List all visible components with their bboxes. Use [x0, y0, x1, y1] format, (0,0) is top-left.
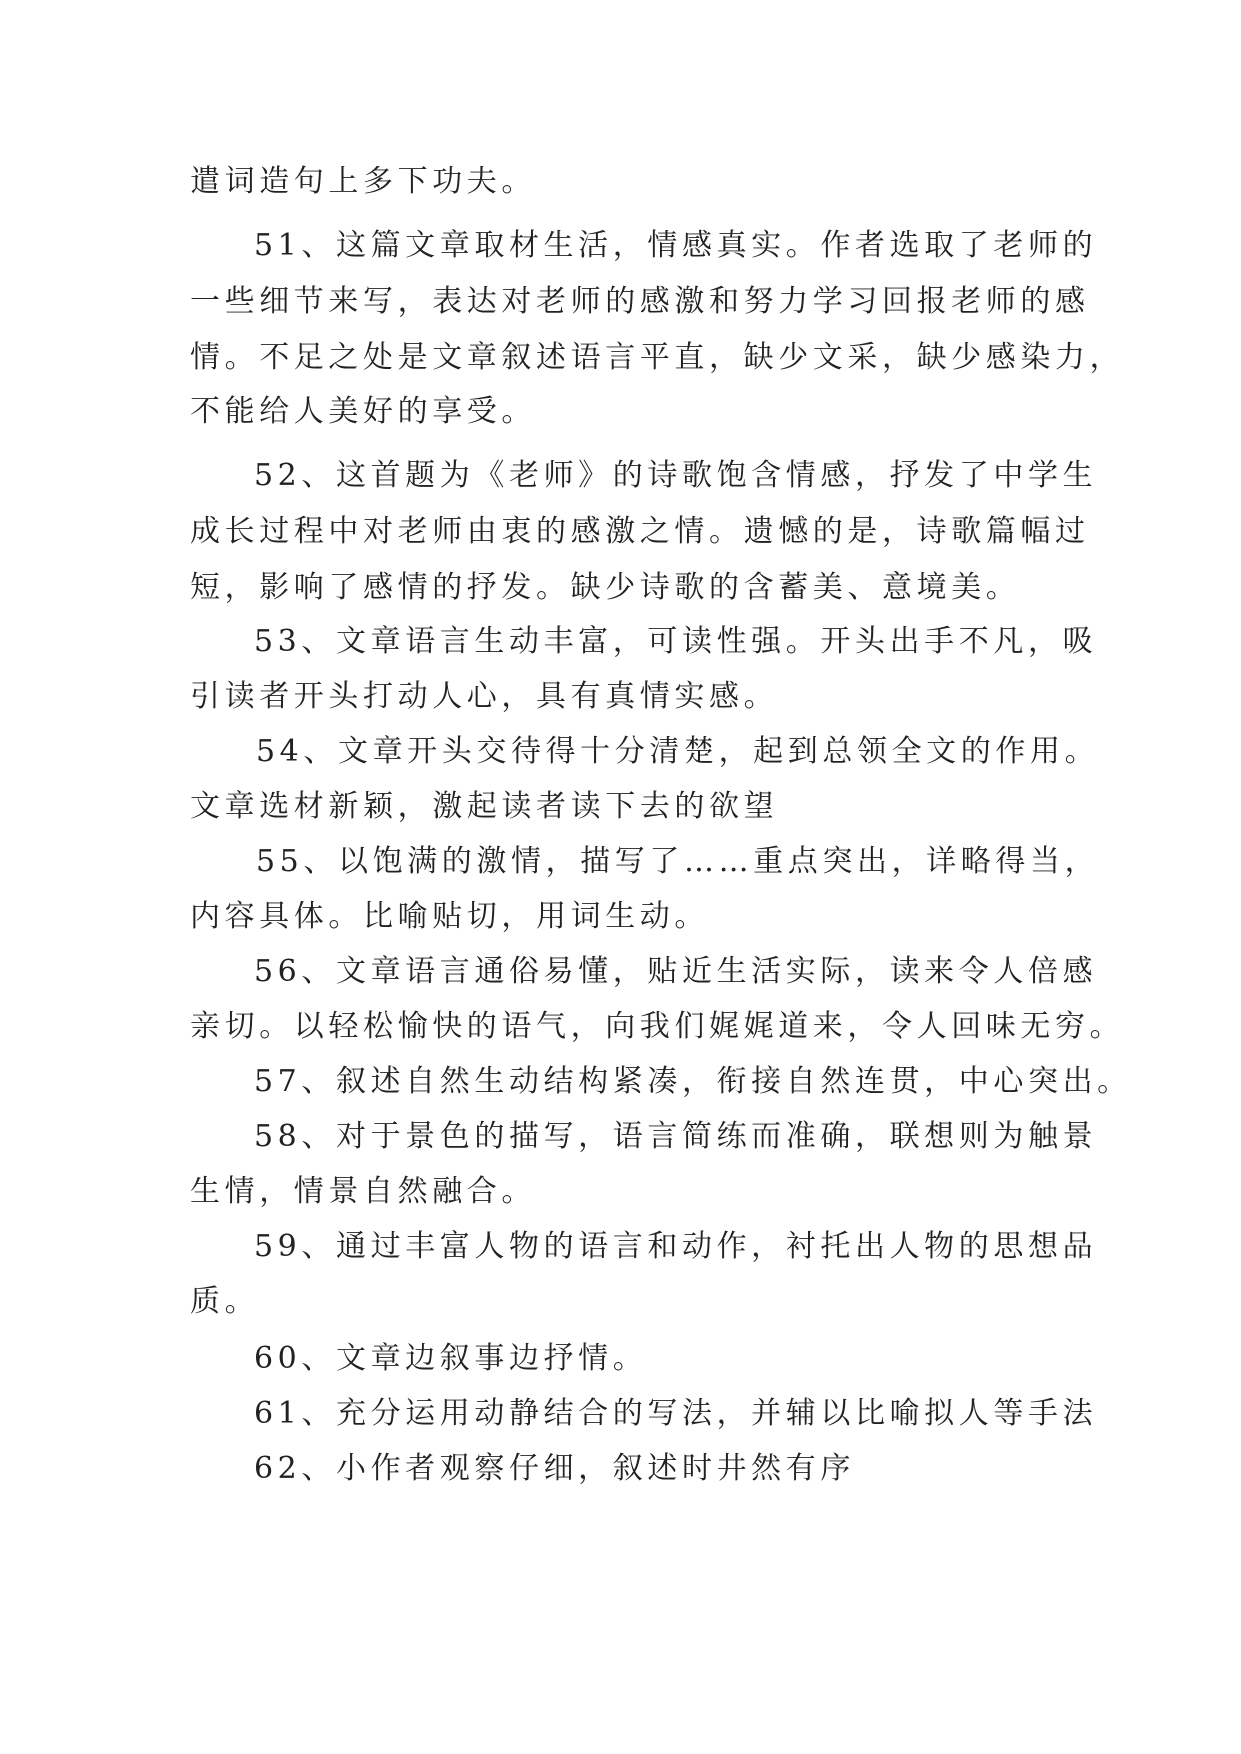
paragraph-59-line-2: 质。: [190, 1284, 260, 1319]
paragraph-51-line-4: 不能给人美好的享受。: [190, 394, 536, 429]
paragraph-53-line-1: 53、文章语言生动丰富，可读性强。开头出手不凡，吸: [254, 624, 1098, 659]
paragraph-57-line-1: 57、叙述自然生动结构紧凑，衔接自然连贯，中心突出。: [254, 1064, 1132, 1099]
paragraph-55-line-2: 内容具体。比喻贴切，用词生动。: [190, 899, 709, 934]
paragraph-51-line-2: 一些细节来写，表达对老师的感激和努力学习回报老师的感: [190, 284, 1090, 319]
paragraph-61-line-1: 61、充分运用动静结合的写法，并辅以比喻拟人等手法: [254, 1396, 1098, 1431]
paragraph-56-line-1: 56、文章语言通俗易懂，贴近生活实际，读来令人倍感: [254, 954, 1098, 989]
paragraph-60-line-1: 60、文章边叙事边抒情。: [254, 1341, 648, 1376]
paragraph-54-line-1: 54、文章开头交待得十分清楚，起到总领全文的作用。: [256, 734, 1100, 769]
paragraph-58-line-2: 生情，情景自然融合。: [190, 1174, 536, 1209]
paragraph-52-line-2: 成长过程中对老师由衷的感激之情。遗憾的是，诗歌篇幅过: [190, 514, 1090, 549]
text-line: 遣词造句上多下功夫。: [190, 164, 536, 199]
paragraph-58-line-1: 58、对于景色的描写，语言简练而准确，联想则为触景: [254, 1119, 1098, 1154]
paragraph-52-line-3: 短，影响了感情的抒发。缺少诗歌的含蓄美、意境美。: [190, 570, 1021, 605]
paragraph-59-line-1: 59、通过丰富人物的语言和动作，衬托出人物的思想品: [254, 1229, 1098, 1264]
paragraph-53-line-2: 引读者开头打动人心，具有真情实感。: [190, 679, 779, 714]
paragraph-56-line-2: 亲切。以轻松愉快的语气，向我们娓娓道来，令人回味无穷。: [190, 1009, 1125, 1044]
paragraph-55-line-1: 55、以饱满的激情，描写了……重点突出，详略得当，: [256, 844, 1100, 879]
paragraph-51-line-1: 51、这篇文章取材生活，情感真实。作者选取了老师的: [254, 228, 1098, 263]
paragraph-62-line-1: 62、小作者观察仔细，叙述时井然有序: [254, 1451, 855, 1486]
paragraph-54-line-2: 文章选材新颖，激起读者读下去的欲望: [190, 789, 779, 824]
paragraph-51-line-3: 情。不足之处是文章叙述语言平直，缺少文采，缺少感染力，: [190, 340, 1125, 375]
paragraph-52-line-1: 52、这首题为《老师》的诗歌饱含情感，抒发了中学生: [254, 458, 1098, 493]
